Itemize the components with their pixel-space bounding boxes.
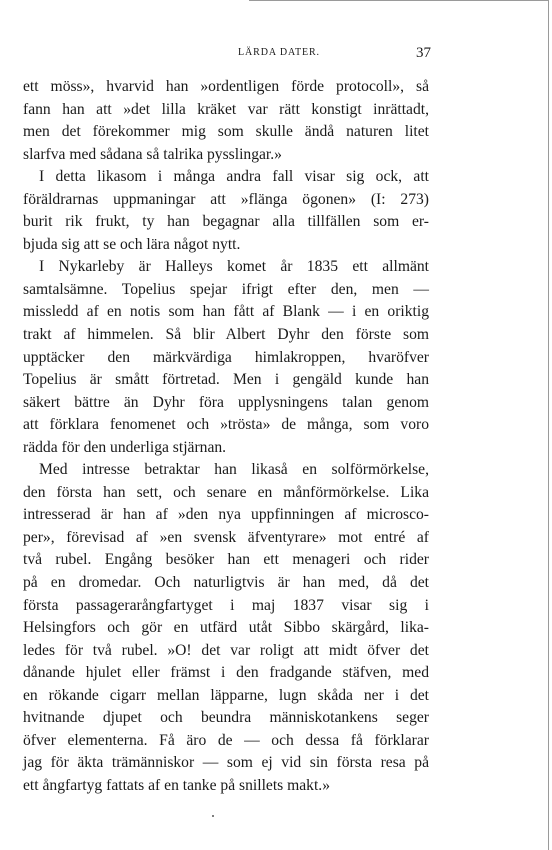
text-line: I Nykarleby är Halleys komet år 1835 ett allmänt [39, 258, 429, 276]
running-head: LÄRDA DATER. [238, 47, 320, 58]
text-line: Topelius är smått förtretad. Men i gengäld kunde han [23, 371, 429, 389]
text-line: rädda för den underliga stjärnan. [23, 438, 227, 456]
page-number: 37 [416, 45, 431, 61]
text-line: öfver elementerna. Få äro de — och dessa få förklarar [23, 731, 429, 749]
text-line: per», förevisad af »en svensk äfventyrare» mot entré af [23, 528, 429, 546]
text-line: jag för äkta trämänniskor — som ej vid sin första resa på [23, 754, 429, 772]
text-line: säkert bättre än Dyhr föra upplysningens talan genom [23, 393, 429, 411]
text-line: en rökande cigarr mellan läpparne, lugn skåda ner i det [23, 686, 429, 704]
text-line: samtalsämne. Topelius spejar ifrigt efter den, men — [23, 280, 429, 298]
text-line: på en dromedar. Och naturligtvis är han med, då det [23, 574, 429, 592]
page-top-rule [249, 0, 549, 1]
paragraph-2 [23, 166, 429, 256]
paragraph-4 [23, 459, 429, 797]
text-line: upptäcker den märkvärdiga himlakroppen, hvaröfver [23, 348, 429, 366]
text-line: fann han att »det lilla kräket var rätt konstigt inrättadt, [23, 100, 429, 118]
text-line: första passagerarångfartyget i maj 1837 visar sig i [23, 596, 429, 614]
page-mark [212, 815, 214, 817]
text-line: dånande hjulet eller främst i den fradgande stäfven, med [23, 664, 429, 682]
text-line: intresserad är han af »den nya uppfinningen af microsco- [23, 506, 429, 524]
text-line: missledd af en notis som han fått af Blank — i en oriktig [23, 303, 429, 321]
text-line: men det förekommer mig som skulle ändå naturen litet [23, 123, 429, 141]
text-line: burit rik frukt, ty han begagnar alla tillfällen som er- [23, 213, 429, 231]
text-line: hvitnande djupet och beundra människotankens seger [23, 709, 429, 727]
text-line: föräldrarnas uppmaningar att »flänga ögonen» (I: 273) [23, 190, 429, 208]
text-line: ledes för två rubel. »O! det var roligt att midt öfver det [23, 641, 429, 659]
page-edge-rule [548, 0, 549, 850]
text-line: ett ångfartyg fattats af en tanke på snillets makt.» [23, 776, 331, 794]
text-line: Med intresse betraktar han likaså en solförmörkelse, [39, 461, 429, 479]
paragraph-3 [23, 256, 429, 459]
text-line: trakt af himmelen. Så blir Albert Dyhr den förste som [23, 326, 429, 344]
body-text [23, 76, 429, 798]
text-line: slarfva med sådana så talrika pysslingar.» [23, 145, 282, 163]
text-line: att förklara fenomenet och »trösta» de många, som voro [23, 416, 429, 434]
text-line: I detta likasom i många andra fall visar sig ock, att [39, 168, 429, 186]
text-line: ett möss», hvarvid han »ordentligen förde protocoll», så [23, 78, 429, 95]
text-line: bjuda sig att se och lära något nytt. [23, 235, 241, 253]
text-line: den första han sett, och senare en månförmörkelse. Lika [23, 483, 429, 501]
page-header [0, 45, 552, 65]
text-line: Helsingfors och gör en utfärd utåt Sibbo skärgård, lika- [23, 619, 429, 637]
text-line: två rubel. Engång besöker han ett menageri och rider [23, 551, 429, 569]
paragraph-1 [23, 76, 429, 166]
